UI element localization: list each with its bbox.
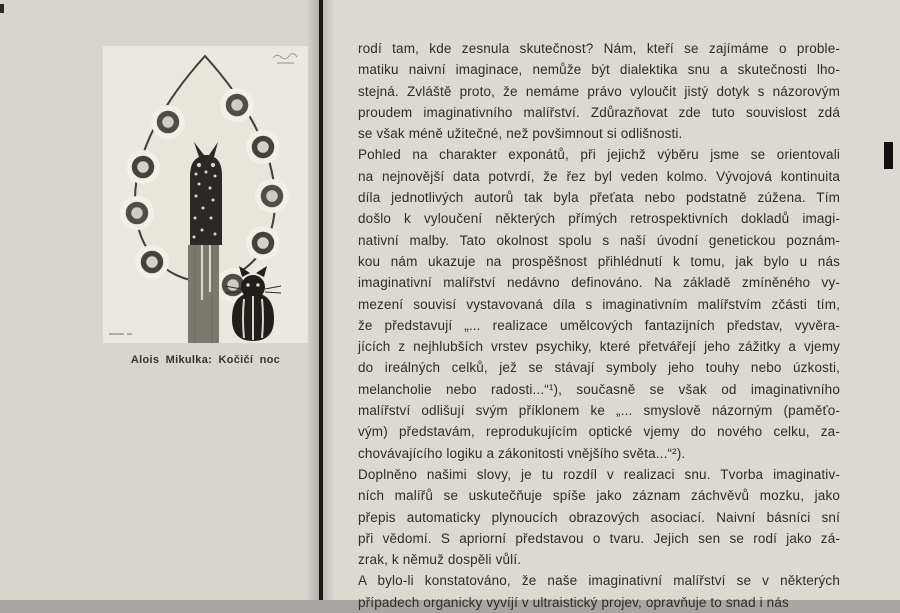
text-line: díla jednotlivých autorů tak byla přeťata nebo podstatně zúžena. Tím (358, 190, 840, 206)
text-line: do ireálných celků, jež se stávají symboly jeho touhy nebo úzkosti, (358, 360, 840, 376)
text-line: nativní malby. Tato okolnost spolu s naší úvodní genetickou poznám- (358, 232, 840, 248)
text-line: případech organicky vyvíjí v ultraistický projev, opravňuje to snad i nás (358, 594, 789, 610)
text-line: na nejnovější data potvrdí, že řez byl veden kolmo. Vývojová kontinuita (358, 168, 840, 184)
left-page (0, 0, 320, 600)
tree-trunk (188, 245, 219, 343)
text-line: matiku naivní imaginace, nemůže být dialektika snu a skutečnosti lho- (358, 62, 840, 78)
paragraph (358, 38, 840, 144)
artwork-image (103, 46, 308, 343)
text-line: při vědomí. S apriorní představou o tvaru. Jejich sen se rodí jako zá- (358, 530, 840, 546)
text-line: Pohled na charakter exponátů, při jejichž výběru jsme se orientovali (358, 147, 840, 163)
page-edge-mark (884, 142, 893, 169)
paragraph (358, 464, 840, 570)
text-line: Doplněno našimi slovy, je tu rozdíl v realizaci snu. Tvorba imaginativ- (358, 466, 840, 482)
right-page (323, 0, 900, 610)
text-line: jících z nejhlubších vrstev psychiky, které přetvářejí jeho zážitky a vjemy (358, 339, 840, 355)
page-corner-speck (0, 4, 4, 13)
text-line: rodí tam, kde zesnula skutečnost? Nám, kteří se zajímáme o proble- (358, 41, 840, 56)
paragraph (358, 570, 840, 613)
text-line: A bylo-li konstatováno, že naše imaginativní malířství se v některých (358, 573, 840, 589)
text-line: došlo k vyloučení některých přímých retrospektivních dokladů imagi- (358, 211, 840, 227)
artwork-figure (103, 46, 308, 343)
text-line: přepis automaticky plynoucích obrazových asociací. Naivní básníci sní (358, 509, 840, 525)
text-line: zrak, k němuž dospěli vůlí. (358, 552, 522, 568)
text-line: ních malířů se uskutečňuje spíše jako záznam záchvěvů mozku, jako (358, 488, 840, 504)
text-line: mezení souvisí vystavovaná díla s imaginativním malířstvím zčásti tím, (358, 296, 840, 312)
text-line: proudem imaginativního malířství. Zdůrazňovat zde tuto souvislost zdá (358, 104, 840, 120)
paragraph (358, 144, 840, 463)
text-line: chovávajícího logiku a zákonitosti vnějšího světa...“²). (358, 445, 686, 461)
text-column (358, 38, 840, 613)
text-line: vým) představám, reprodukujícím optické vjemy do nového celku, za- (358, 424, 840, 440)
text-line: melancholie nebo radosti...“¹), současně se však od imaginativního (358, 381, 840, 397)
text-line: malířství odlišují svým příklonem ke „... smyslově názorným (paměťo- (358, 403, 840, 419)
text-line: imaginativní malířství nedávno definováno. Na základě zmíněného vy- (358, 275, 840, 291)
text-line: že představují „... realizace umělcových fantazijních představ, vyvěra- (358, 317, 840, 333)
text-line: stejná. Zvláště proto, že nemáme právo vyloučit jistý dotyk s názorovým (358, 83, 840, 99)
artwork-caption: Alois Mikulka: Kočičí noc (130, 354, 281, 366)
text-line: se však méně užitečné, než povšimnout si odlišnosti. (358, 126, 683, 142)
text-line: kou nám ukazuje na prospěšnost přihlédnutí k tomu, jak bylo u nás (358, 253, 840, 269)
